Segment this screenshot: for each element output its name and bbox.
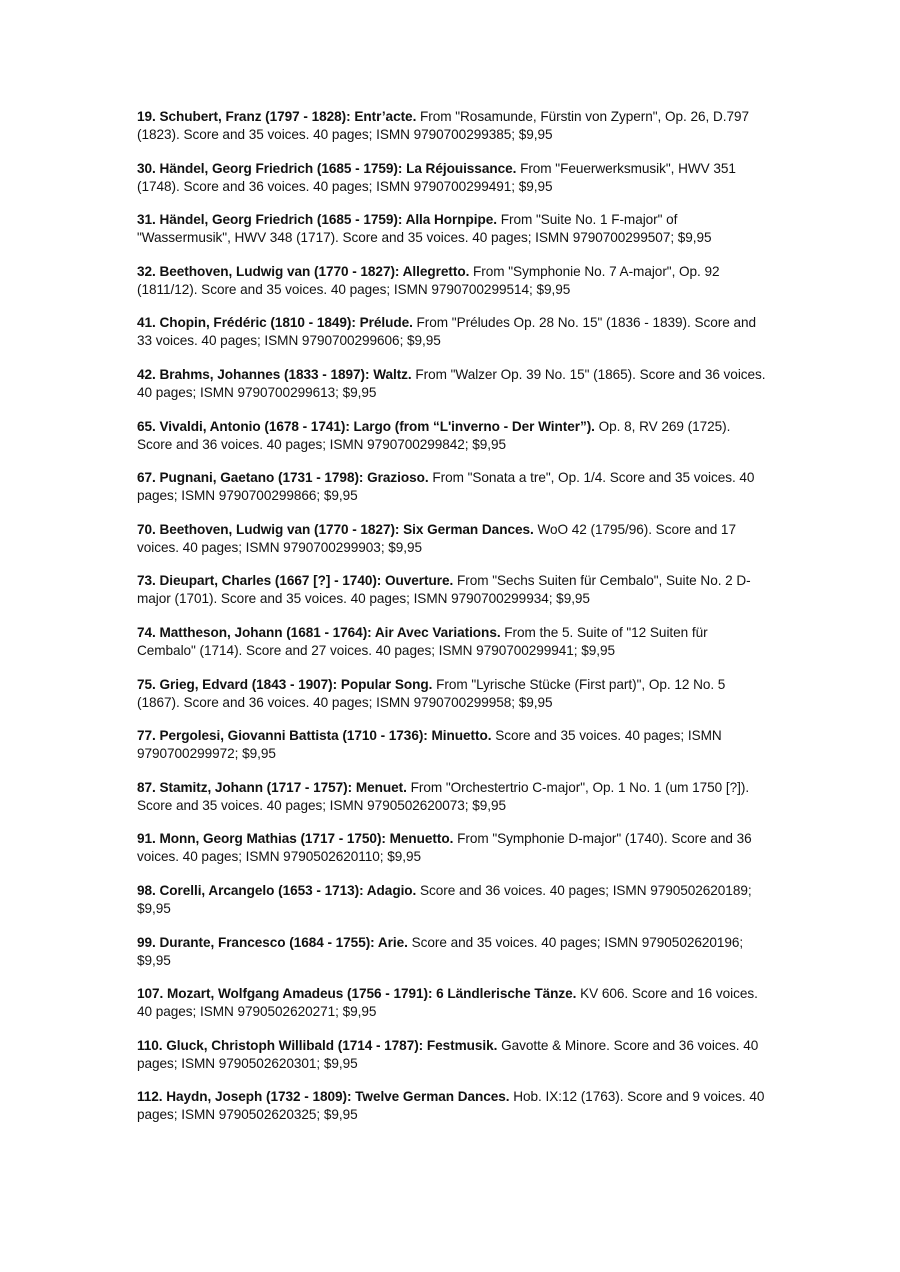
entry-title: 112. Haydn, Joseph (1732 - 1809): Twelve German Dances.: [137, 1089, 510, 1105]
catalog-entry: [137, 882, 769, 918]
entry-details: Score and 36 voices. 40 pages; ISMN 9790502620189; $9,95: [137, 882, 752, 916]
entry-details: From "Symphonie D-major" (1740). Score and 36 voices. 40 pages; ISMN 9790502620110; $9,95: [137, 831, 752, 865]
entry-title: 32. Beethoven, Ludwig van (1770 - 1827): Allegretto.: [137, 263, 470, 279]
catalog-entry: [137, 418, 769, 454]
catalog-entry: [137, 934, 769, 970]
entry-details: From "Suite No. 1 F-major" of "Wassermusik", HWV 348 (1717). Score and 35 voices. 40 pages; ISMN 9790700299507; $9,95: [137, 212, 712, 246]
entry-title: 73. Dieupart, Charles (1667 [?] - 1740): Ouverture.: [137, 573, 454, 589]
catalog-entry: [137, 314, 769, 350]
entry-title: 67. Pugnani, Gaetano (1731 - 1798): Grazioso.: [137, 470, 429, 486]
entry-title: 31. Händel, Georg Friedrich (1685 - 1759): Alla Hornpipe.: [137, 212, 498, 228]
entry-details: From "Orchestertrio C-major", Op. 1 No. 1 (um 1750 [?]). Score and 35 voices. 40 pages; ISMN 9790502620073; $9,95: [137, 779, 750, 813]
catalog-entry: [137, 108, 769, 144]
entry-title: 74. Mattheson, Johann (1681 - 1764): Air Avec Variations.: [137, 624, 501, 640]
catalog-entry: [137, 366, 769, 402]
catalog-entry: [137, 779, 769, 815]
catalog-entry: [137, 1088, 769, 1124]
entry-details: Gavotte & Minore. Score and 36 voices. 40 pages; ISMN 9790502620301; $9,95: [137, 1037, 759, 1071]
entry-title: 91. Monn, Georg Mathias (1717 - 1750): Menuetto.: [137, 831, 454, 847]
entry-title: 75. Grieg, Edvard (1843 - 1907): Popular Song.: [137, 676, 433, 692]
entry-title: 65. Vivaldi, Antonio (1678 - 1741): Largo (from “L'inverno - Der Winter”).: [137, 418, 595, 434]
entry-title: 87. Stamitz, Johann (1717 - 1757): Menuet.: [137, 779, 407, 795]
entry-details: Score and 35 voices. 40 pages; ISMN 9790700299972; $9,95: [137, 728, 722, 762]
entry-details: From "Préludes Op. 28 No. 15" (1836 - 1839). Score and 33 voices. 40 pages; ISMN 9790700299606; $9,95: [137, 315, 756, 349]
entry-details: From the 5. Suite of "12 Suiten für Cembalo" (1714). Score and 27 voices. 40 pages; ISMN 9790700299941; $9,95: [137, 624, 708, 658]
catalog-entry: [137, 676, 769, 712]
entry-details: WoO 42 (1795/96). Score and 17 voices. 40 pages; ISMN 9790700299903; $9,95: [137, 521, 736, 555]
catalog-entry: [137, 1037, 769, 1073]
entry-details: From "Lyrische Stücke (First part)", Op. 12 No. 5 (1867). Score and 36 voices. 40 pages; ISMN 9790700299958; $9,95: [137, 676, 726, 710]
entry-details: Score and 35 voices. 40 pages; ISMN 9790502620196; $9,95: [137, 934, 744, 968]
catalog-page: [137, 108, 769, 1140]
entry-title: 98. Corelli, Arcangelo (1653 - 1713): Adagio.: [137, 882, 417, 898]
entry-details: From "Walzer Op. 39 No. 15" (1865). Score and 36 voices. 40 pages; ISMN 9790700299613; $9,95: [137, 366, 766, 400]
catalog-entry: [137, 211, 769, 247]
entry-details: From "Feuerwerksmusik", HWV 351 (1748). Score and 36 voices. 40 pages; ISMN 9790700299491; $9,95: [137, 160, 736, 194]
entry-title: 99. Durante, Francesco (1684 - 1755): Arie.: [137, 934, 408, 950]
entry-title: 41. Chopin, Frédéric (1810 - 1849): Prélude.: [137, 315, 413, 331]
entry-title: 19. Schubert, Franz (1797 - 1828): Entr’acte.: [137, 109, 417, 124]
catalog-entry: [137, 521, 769, 557]
entry-details: Op. 8, RV 269 (1725). Score and 36 voices. 40 pages; ISMN 9790700299842; $9,95: [137, 418, 731, 452]
catalog-entry: [137, 830, 769, 866]
entry-title: 110. Gluck, Christoph Willibald (1714 - 1787): Festmusik.: [137, 1037, 498, 1053]
catalog-entry: [137, 263, 769, 299]
catalog-entry: [137, 727, 769, 763]
catalog-entry: [137, 572, 769, 608]
entry-details: KV 606. Score and 16 voices. 40 pages; ISMN 9790502620271; $9,95: [137, 986, 758, 1020]
entry-title: 77. Pergolesi, Giovanni Battista (1710 - 1736): Minuetto.: [137, 728, 492, 744]
entry-details: From "Rosamunde, Fürstin von Zypern", Op. 26, D.797 (1823). Score and 35 voices. 40 pages; ISMN 9790700299385; $9,95: [137, 109, 749, 142]
catalog-entry: [137, 985, 769, 1021]
entry-details: Hob. IX:12 (1763). Score and 9 voices. 40 pages; ISMN 9790502620325; $9,95: [137, 1089, 765, 1123]
entry-details: From "Sonata a tre", Op. 1/4. Score and 35 voices. 40 pages; ISMN 9790700299866; $9,95: [137, 470, 755, 504]
entry-title: 107. Mozart, Wolfgang Amadeus (1756 - 1791): 6 Ländlerische Tänze.: [137, 986, 577, 1002]
catalog-entry: [137, 160, 769, 196]
entry-details: From "Symphonie No. 7 A-major", Op. 92 (1811/12). Score and 35 voices. 40 pages; ISMN 9790700299514; $9,95: [137, 263, 720, 297]
entry-title: 42. Brahms, Johannes (1833 - 1897): Waltz.: [137, 366, 412, 382]
catalog-entry: [137, 624, 769, 660]
entry-details: From "Sechs Suiten für Cembalo", Suite No. 2 D-major (1701). Score and 35 voices. 40 pages; ISMN 9790700299934; $9,95: [137, 573, 751, 607]
entry-title: 30. Händel, Georg Friedrich (1685 - 1759): La Réjouissance.: [137, 160, 517, 176]
entry-title: 70. Beethoven, Ludwig van (1770 - 1827): Six German Dances.: [137, 521, 534, 537]
catalog-entry: [137, 469, 769, 505]
